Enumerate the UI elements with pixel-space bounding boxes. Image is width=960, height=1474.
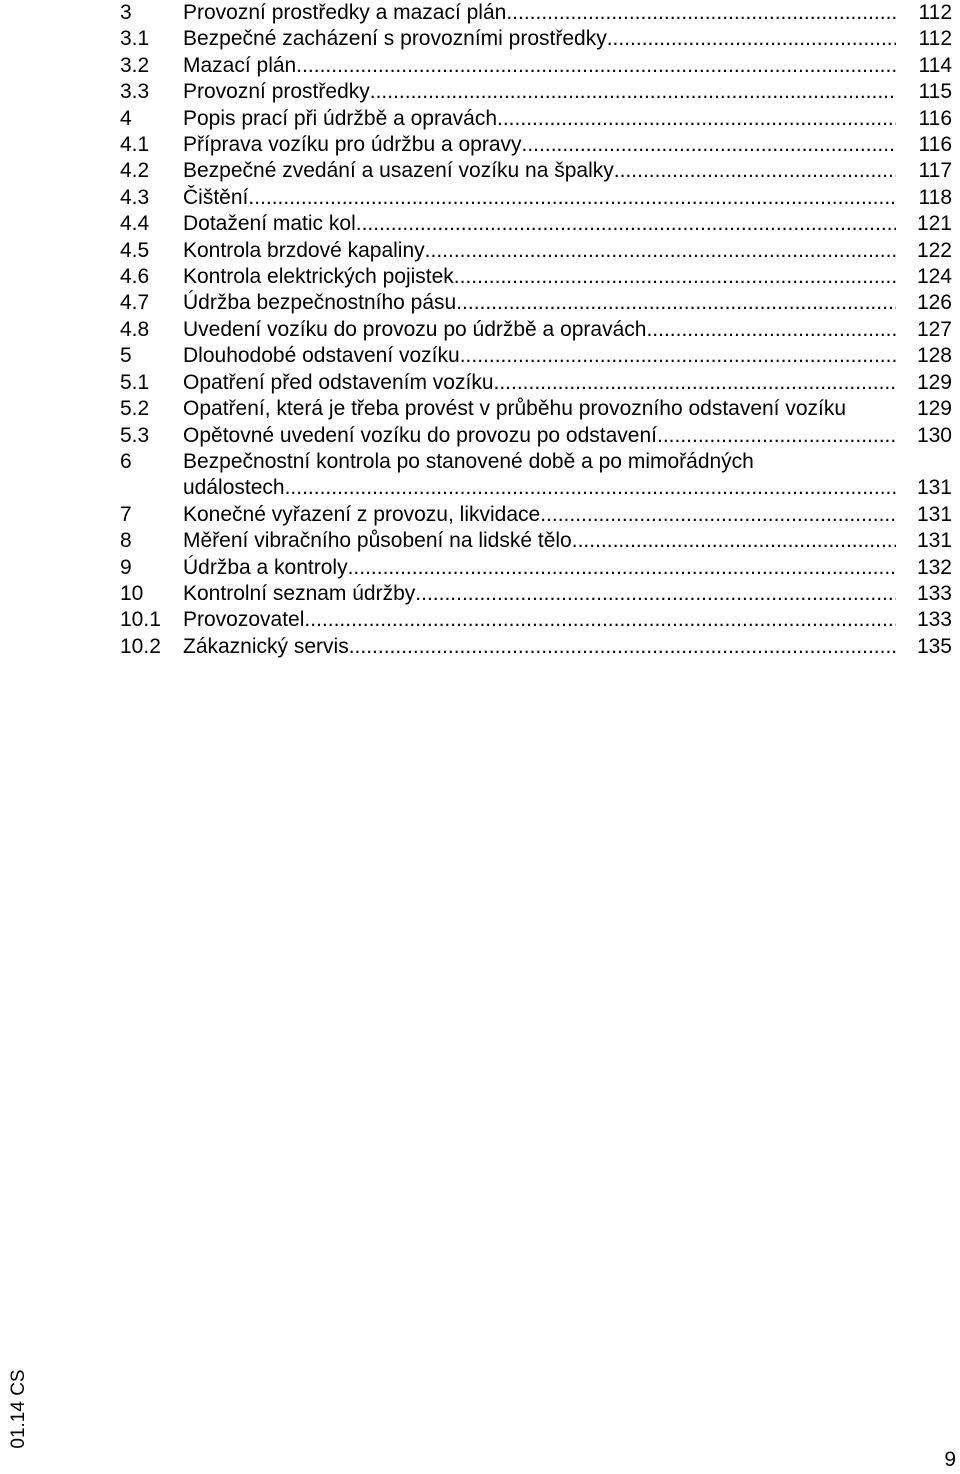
toc-title: Měření vibračního působení na lidské tělo	[183, 529, 572, 553]
edition-label: 01.14 CS	[8, 1369, 29, 1449]
toc-page: 129	[916, 397, 952, 421]
toc-title: Dlouhodobé odstavení vozíku	[183, 344, 460, 368]
toc-page: 116	[918, 133, 952, 157]
toc-page: 131	[916, 529, 952, 553]
toc-number: 4.3	[120, 185, 150, 209]
toc-page: 117	[918, 159, 952, 183]
toc-title: Provozní prostředky a mazací plán	[183, 1, 507, 24]
toc-title: Kontrolní seznam údržby	[183, 581, 416, 605]
toc-title: Uvedení vozíku do provozu po údržbě a opravách	[183, 317, 647, 341]
toc-number: 5	[120, 344, 132, 368]
toc-row[interactable]	[120, 211, 958, 237]
toc-number: 7	[120, 502, 132, 526]
toc-page: 127	[916, 317, 952, 341]
toc-row[interactable]	[120, 53, 958, 79]
toc-row[interactable]	[120, 290, 958, 316]
toc-title: Provozovatel	[183, 608, 305, 632]
toc-title: Bezpečné zvedání a usazení vozíku na špalky	[183, 159, 614, 183]
toc-row[interactable]	[120, 370, 958, 396]
toc-number: 6	[120, 449, 132, 473]
toc-title: Opětovné uvedení vozíku do provozu po odstavení	[183, 423, 657, 447]
toc-page: 132	[916, 555, 952, 579]
toc-page: 114	[918, 53, 952, 77]
toc-title: Konečné vyřazení z provozu, likvidace	[183, 502, 541, 526]
toc-title: Zákaznický servis	[183, 634, 349, 658]
toc-row[interactable]	[120, 396, 958, 422]
toc-page: 122	[916, 238, 952, 262]
toc-row[interactable]	[120, 106, 958, 132]
toc-row[interactable]	[120, 238, 958, 264]
toc-title: Mazací plán	[183, 53, 297, 77]
toc-number: 3.1	[120, 27, 150, 51]
toc-page: 133	[916, 581, 952, 605]
toc-page: 135	[916, 634, 952, 658]
toc-number: 9	[120, 555, 132, 579]
toc-page: 133	[916, 608, 952, 632]
toc-row[interactable]	[120, 528, 958, 554]
page-number: 9	[944, 1448, 956, 1471]
toc-title-continued: událostech	[183, 476, 285, 500]
toc-title: Příprava vozíku pro údržbu a opravy	[183, 133, 522, 157]
toc-page: 128	[916, 344, 952, 368]
toc-row[interactable]	[120, 449, 958, 502]
toc-row[interactable]	[120, 264, 958, 290]
toc-row[interactable]	[120, 423, 958, 449]
toc-row[interactable]	[120, 317, 958, 343]
toc-title: Bezpečnostní kontrola po stanovené době a po mimořádných	[183, 449, 754, 473]
table-of-contents	[120, 0, 958, 660]
toc-title: Provozní prostředky	[183, 80, 370, 104]
toc-number: 8	[120, 529, 132, 553]
toc-title: Kontrola elektrických pojistek	[183, 265, 454, 289]
toc-title: Dotažení matic kol	[183, 212, 356, 236]
toc-number: 4.4	[120, 212, 150, 236]
toc-page: 112	[918, 1, 952, 24]
toc-row[interactable]	[120, 502, 958, 528]
toc-page: 121	[916, 212, 952, 236]
toc-page: 131	[916, 476, 952, 500]
toc-title: Opatření, která je třeba provést v průběhu provozního odstavení vozíku	[183, 397, 847, 421]
toc-title: Údržba bezpečnostního pásu	[183, 291, 457, 315]
toc-page: 112	[918, 27, 952, 51]
toc-row[interactable]	[120, 581, 958, 607]
toc-number: 10.2	[120, 634, 161, 658]
toc-row[interactable]	[120, 0, 958, 26]
toc-number: 4	[120, 106, 132, 130]
toc-number: 5.3	[120, 423, 150, 447]
toc-title: Popis prací při údržbě a opravách	[183, 106, 498, 130]
toc-row[interactable]	[120, 79, 958, 105]
toc-number: 3.2	[120, 53, 150, 77]
toc-page: 116	[918, 106, 952, 130]
toc-title: Čištění	[183, 185, 249, 209]
toc-row[interactable]	[120, 185, 958, 211]
toc-number: 5.2	[120, 397, 150, 421]
toc-page: 124	[916, 265, 952, 289]
toc-number: 4.8	[120, 317, 150, 341]
toc-row[interactable]	[120, 607, 958, 633]
toc-number: 4.2	[120, 159, 150, 183]
toc-row[interactable]	[120, 555, 958, 581]
toc-page: 131	[916, 502, 952, 526]
toc-number: 4.5	[120, 238, 150, 262]
toc-number: 10	[120, 581, 144, 605]
toc-number: 4.6	[120, 265, 150, 289]
toc-title: Kontrola brzdové kapaliny	[183, 238, 425, 262]
toc-title: Opatření před odstavením vozíku	[183, 370, 494, 394]
toc-row[interactable]	[120, 634, 958, 660]
toc-row[interactable]	[120, 158, 958, 184]
toc-row[interactable]	[120, 343, 958, 369]
toc-page: 115	[918, 80, 952, 104]
toc-page: 129	[916, 370, 952, 394]
toc-number: 4.7	[120, 291, 150, 315]
toc-page: 130	[916, 423, 952, 447]
toc-page: 126	[916, 291, 952, 315]
toc-title: Údržba a kontroly	[183, 555, 348, 579]
toc-number: 5.1	[120, 370, 150, 394]
toc-number: 4.1	[120, 133, 150, 157]
toc-number: 10.1	[120, 608, 161, 632]
toc-page: 118	[918, 185, 952, 209]
toc-number: 3.3	[120, 80, 150, 104]
toc-row[interactable]	[120, 26, 958, 52]
toc-row[interactable]	[120, 132, 958, 158]
toc-number: 3	[120, 1, 132, 24]
toc-title: Bezpečné zacházení s provozními prostředky	[183, 27, 607, 51]
